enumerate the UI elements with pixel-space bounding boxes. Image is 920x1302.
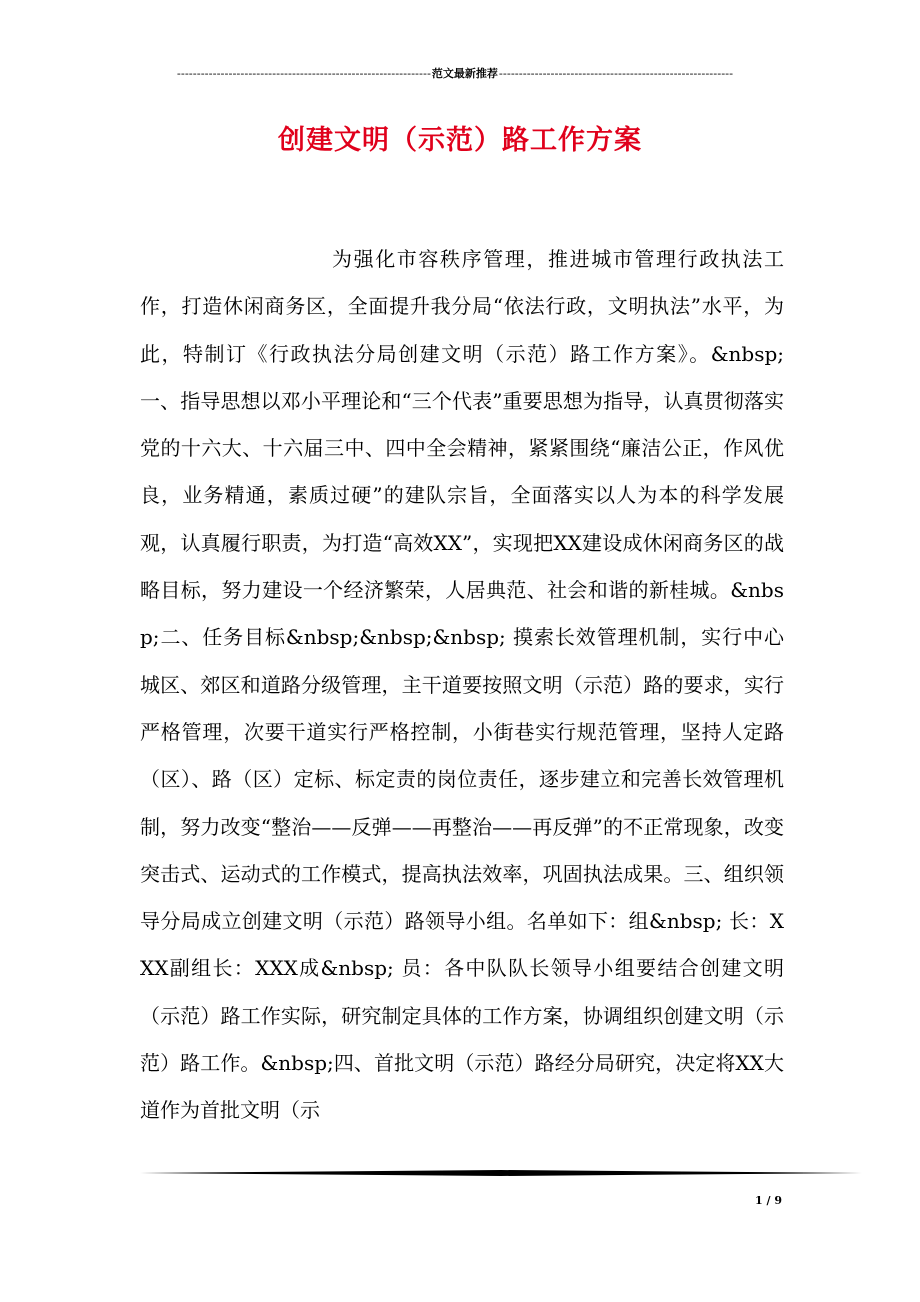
header-left-dashes: ---------------------------------------------------------------- xyxy=(176,67,431,80)
header-right-dashes: ----------------------------------------------------------- xyxy=(498,67,734,80)
body-paragraph: 为强化市容秩序管理，推进城市管理行政执法工作，打造休闲商务区，全面提升我分局“依法行政，文明执法”水平，为此，特制订《行政执法分局创建文明（示范）路工作方案》。&nbsp; 一、指导思想以邓小平理论和“三个代表”重要思想为指导，认真贯彻落实党的十六大、十六届三中、四中全会精神，紧紧围绕“廉洁公正，作风优良，业务精通，素质过硬”的建队宗旨，全面落实以人为本的科学发展观，认真履行职责，为打造“高效XX”，实现把XX建设成休闲商务区的战略目标，努力建设一个经济繁荣，人居典范、社会和谐的新桂城。&nbsp;二、任务目标&nbsp;&nbsp;&nbsp; 摸索长效管理机制，实行中心城区、郊区和道路分级管理，主干道要按照文明（示范）路的要求，实行严格管理，次要干道实行严格控制，小街巷实行规范管理，坚持人定路（区）、路（区）定标、标定责的岗位责任，逐步建立和完善长效管理机制，努力改变“整治——反弹——再整治——再反弹”的不正常现象，改变突击式、运动式的工作模式，提高执法效率，巩固执法成果。三、组织领导分局成立创建文明（示范）路领导小组。名单如下：组&nbsp; 长：XXX副组长：XXX成&nbsp; 员：各中队队长领导小组要结合创建文明（示范）路工作实际，研究制定具体的工作方案，协调组织创建文明（示范）路工作。&nbsp;四、首批文明（示范）路经分局研究，决定将XX大道作为首批文明（示 xyxy=(140,247,784,1123)
document-title: 创建文明（示范）路工作方案 xyxy=(278,125,642,156)
page-header xyxy=(140,66,770,82)
page-number: 1 / 9 xyxy=(755,1194,782,1207)
header-label: 范文最新推荐 xyxy=(431,67,498,80)
footer-rule xyxy=(140,1170,862,1176)
